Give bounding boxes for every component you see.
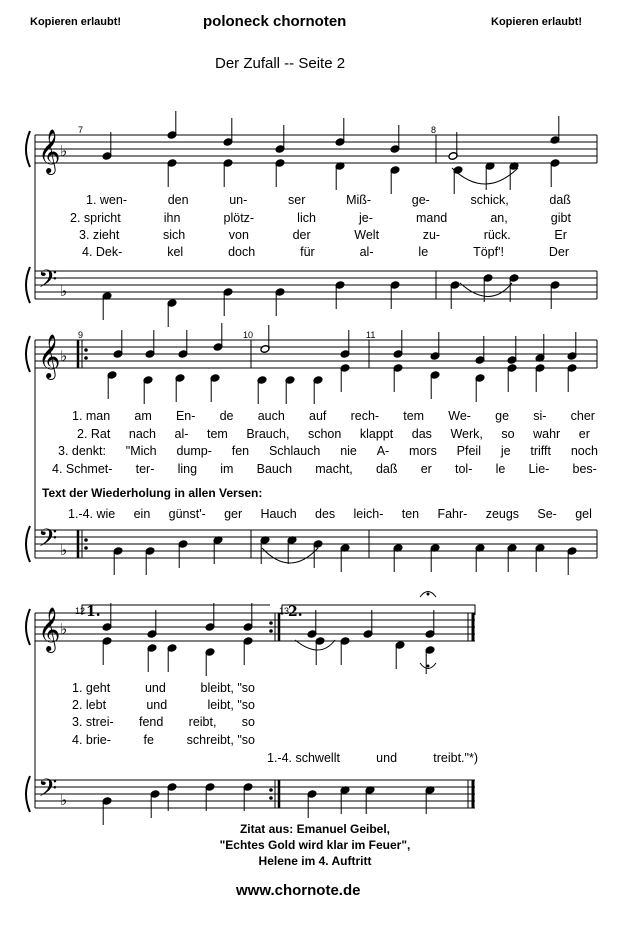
lyric-syllable: sich bbox=[162, 228, 186, 242]
lyric-syllable: En- bbox=[175, 409, 196, 423]
lyric-syllable: fend bbox=[139, 715, 164, 729]
lyric-syllable: de bbox=[219, 409, 234, 423]
verse-3-lyrics bbox=[58, 444, 598, 458]
lyric-syllable: schon bbox=[307, 427, 342, 441]
lyric-syllable: 3. denkt: bbox=[58, 444, 106, 458]
citation-line: Zitat aus: Emanuel Geibel, bbox=[239, 822, 391, 836]
measure-number: 13 bbox=[279, 606, 290, 616]
lyric-syllable: gibt bbox=[550, 211, 571, 225]
lyric-syllable: kel bbox=[167, 245, 184, 259]
lyric-syllable: 4. brie- bbox=[72, 733, 111, 747]
lyric-syllable: tem bbox=[206, 427, 228, 441]
lyric-syllable: al- bbox=[174, 427, 189, 441]
lyric-syllable: je bbox=[500, 444, 511, 458]
lyric-syllable: am bbox=[134, 409, 152, 423]
lyric-syllable: des bbox=[315, 507, 336, 521]
lyric-syllable: al- bbox=[359, 245, 374, 259]
lyric-syllable: ling bbox=[177, 462, 198, 476]
lyric-syllable: auch bbox=[257, 409, 285, 423]
lyric-syllable: so bbox=[501, 427, 515, 441]
lyric-syllable: er bbox=[578, 427, 590, 441]
lyric-syllable: Der bbox=[548, 245, 569, 259]
flat-key-icon: ♭ bbox=[60, 347, 68, 365]
ending-lyrics bbox=[267, 751, 478, 765]
lyric-syllable: zu- bbox=[422, 228, 441, 242]
lyric-syllable: fe bbox=[143, 733, 154, 747]
lyric-syllable: We- bbox=[448, 409, 471, 423]
lyric-syllable: Miß- bbox=[346, 193, 372, 207]
lyric-syllable: 1. wen- bbox=[86, 193, 127, 207]
lyric-syllable: Bauch bbox=[256, 462, 293, 476]
lyric-syllable: bleibt, "so bbox=[200, 681, 255, 695]
lyric-syllable: macht, bbox=[315, 462, 353, 476]
lyric-syllable: rech- bbox=[350, 409, 380, 423]
measure-number: 7 bbox=[78, 125, 84, 135]
verse-1-lyrics bbox=[72, 409, 595, 423]
lyric-syllable: 1.-4. wie bbox=[68, 507, 116, 521]
lyric-syllable: der bbox=[292, 228, 311, 242]
lyric-syllable: Werk, bbox=[450, 427, 483, 441]
lyric-syllable: un- bbox=[229, 193, 248, 207]
lyric-syllable: zeugs bbox=[485, 507, 520, 521]
bass-clef-icon: 𝄢 bbox=[38, 774, 58, 809]
lyric-syllable: ge- bbox=[411, 193, 430, 207]
verse-1-lyrics bbox=[72, 681, 255, 695]
citation-line: "Echtes Gold wird klar im Feuer", bbox=[219, 838, 411, 852]
lyric-syllable: tol- bbox=[455, 462, 473, 476]
lyric-syllable: Welt bbox=[354, 228, 380, 242]
measure-number: 11 bbox=[366, 330, 376, 340]
lyric-syllable: 3. strei- bbox=[72, 715, 114, 729]
verse-2-lyrics bbox=[77, 427, 590, 441]
lyric-syllable: Er bbox=[554, 228, 567, 242]
flat-key-icon: ♭ bbox=[60, 541, 68, 559]
lyric-syllable: und bbox=[146, 698, 168, 712]
lyric-syllable: le bbox=[495, 462, 506, 476]
lyric-syllable: 2. spricht bbox=[70, 211, 121, 225]
lyric-syllable: Brauch, bbox=[246, 427, 290, 441]
repeat-verse-lyrics bbox=[68, 507, 592, 521]
verse-3-lyrics bbox=[79, 228, 567, 242]
lyric-syllable: A- bbox=[376, 444, 390, 458]
lyric-syllable: daß bbox=[375, 462, 398, 476]
lyric-syllable: leich- bbox=[353, 507, 384, 521]
measure-number: 10 bbox=[243, 330, 254, 340]
verse-4-lyrics bbox=[72, 733, 255, 747]
lyric-syllable: Töpf'! bbox=[473, 245, 504, 259]
lyric-syllable: schick, bbox=[470, 193, 509, 207]
lyric-syllable: Schlauch bbox=[268, 444, 321, 458]
lyric-syllable: Hauch bbox=[260, 507, 297, 521]
lyric-syllable: 1. man bbox=[72, 409, 111, 423]
lyric-syllable: ihn bbox=[163, 211, 181, 225]
verse-2-lyrics bbox=[72, 698, 255, 712]
lyric-syllable: mors bbox=[409, 444, 437, 458]
lyric-syllable: auf bbox=[309, 409, 327, 423]
bass-clef-icon: 𝄢 bbox=[38, 265, 58, 300]
lyric-syllable: er bbox=[420, 462, 432, 476]
lyric-syllable: reibt, bbox=[188, 715, 217, 729]
lyric-syllable: ein bbox=[133, 507, 151, 521]
volta-label-1: 1. bbox=[86, 604, 101, 620]
lyric-syllable: gel bbox=[575, 507, 592, 521]
treble-clef-icon: 𝄞 bbox=[38, 607, 61, 651]
verse-1-lyrics bbox=[86, 193, 571, 207]
lyric-syllable: nie bbox=[340, 444, 357, 458]
flat-key-icon: ♭ bbox=[60, 142, 68, 160]
copy-notice-right: Kopieren erlaubt! bbox=[491, 16, 583, 28]
volta-label-2: 2. bbox=[288, 604, 303, 620]
lyric-syllable: 1.-4. schwellt bbox=[267, 751, 340, 765]
lyric-syllable: Se- bbox=[537, 507, 557, 521]
verse-3-lyrics bbox=[72, 715, 255, 729]
lyric-syllable: noch bbox=[570, 444, 598, 458]
lyric-syllable: für bbox=[300, 245, 315, 259]
lyric-syllable: mand bbox=[415, 211, 448, 225]
brand-title: poloneck chornoten bbox=[203, 13, 347, 30]
lyric-syllable: Lie- bbox=[528, 462, 550, 476]
lyric-syllable: von bbox=[228, 228, 249, 242]
lyric-syllable: schreibt, "so bbox=[186, 733, 255, 747]
lyric-syllable: günst'- bbox=[168, 507, 206, 521]
flat-key-icon: ♭ bbox=[60, 791, 68, 809]
lyric-syllable: und bbox=[144, 681, 166, 695]
lyric-syllable: das bbox=[411, 427, 432, 441]
lyric-syllable: je- bbox=[359, 211, 373, 225]
flat-key-icon: ♭ bbox=[60, 282, 68, 300]
citation-line: Helene im 4. Auftritt bbox=[258, 854, 372, 868]
lyric-syllable: Fahr- bbox=[437, 507, 468, 521]
lyric-syllable: 4. Dek- bbox=[82, 245, 123, 259]
lyric-syllable: fen bbox=[231, 444, 250, 458]
verse-2-lyrics bbox=[70, 211, 571, 225]
lyric-syllable: ter- bbox=[135, 462, 155, 476]
lyric-syllable: dump- bbox=[176, 444, 212, 458]
lyric-syllable: ge bbox=[495, 409, 510, 423]
lyric-syllable: im bbox=[220, 462, 234, 476]
treble-clef-icon: 𝄞 bbox=[38, 334, 61, 378]
lyric-syllable: plötz- bbox=[223, 211, 255, 225]
lyric-syllable: an, bbox=[490, 211, 508, 225]
lyric-syllable: le bbox=[418, 245, 429, 259]
treble-clef-icon: 𝄞 bbox=[38, 129, 61, 173]
lyric-syllable: bes- bbox=[572, 462, 597, 476]
lyric-syllable: lich bbox=[297, 211, 316, 225]
verse-4-lyrics bbox=[52, 462, 597, 476]
lyric-syllable: ten bbox=[401, 507, 420, 521]
lyric-syllable: klappt bbox=[359, 427, 394, 441]
bass-clef-icon: 𝄢 bbox=[38, 524, 58, 559]
lyric-syllable: tem bbox=[403, 409, 425, 423]
flat-key-icon: ♭ bbox=[60, 620, 68, 638]
lyric-syllable: ger bbox=[224, 507, 243, 521]
lyric-syllable: "Mich bbox=[125, 444, 157, 458]
lyric-syllable: Pfeil bbox=[456, 444, 481, 458]
copy-notice-left: Kopieren erlaubt! bbox=[30, 16, 122, 28]
lyric-syllable: den bbox=[167, 193, 189, 207]
lyric-syllable: doch bbox=[228, 245, 256, 259]
lyric-syllable: cher bbox=[570, 409, 595, 423]
lyric-syllable: leibt, "so bbox=[207, 698, 255, 712]
website-link[interactable]: www.chornote.de bbox=[236, 882, 361, 899]
lyric-syllable: si- bbox=[533, 409, 547, 423]
repeat-text-heading: Text der Wiederholung in allen Versen: bbox=[42, 486, 263, 500]
lyric-syllable: so bbox=[241, 715, 255, 729]
lyric-syllable: treibt."*) bbox=[433, 751, 478, 765]
lyric-syllable: 3. zieht bbox=[79, 228, 120, 242]
lyric-syllable: daß bbox=[549, 193, 571, 207]
lyric-syllable: 4. Schmet- bbox=[52, 462, 113, 476]
lyric-syllable: rück. bbox=[483, 228, 511, 242]
page-subtitle: Der Zufall -- Seite 2 bbox=[215, 55, 346, 72]
lyric-syllable: 2. Rat bbox=[77, 427, 111, 441]
measure-number: 9 bbox=[78, 330, 84, 340]
lyric-syllable: 1. geht bbox=[72, 681, 111, 695]
lyric-syllable: wahr bbox=[533, 427, 561, 441]
lyric-syllable: ser bbox=[288, 193, 306, 207]
lyric-syllable: trifft bbox=[530, 444, 551, 458]
lyric-syllable: und bbox=[376, 751, 398, 765]
verse-4-lyrics bbox=[82, 245, 569, 259]
lyric-syllable: 2. lebt bbox=[72, 698, 107, 712]
measure-number: 8 bbox=[431, 125, 437, 135]
lyric-syllable: nach bbox=[128, 427, 156, 441]
measure-number: 12 bbox=[75, 606, 86, 616]
